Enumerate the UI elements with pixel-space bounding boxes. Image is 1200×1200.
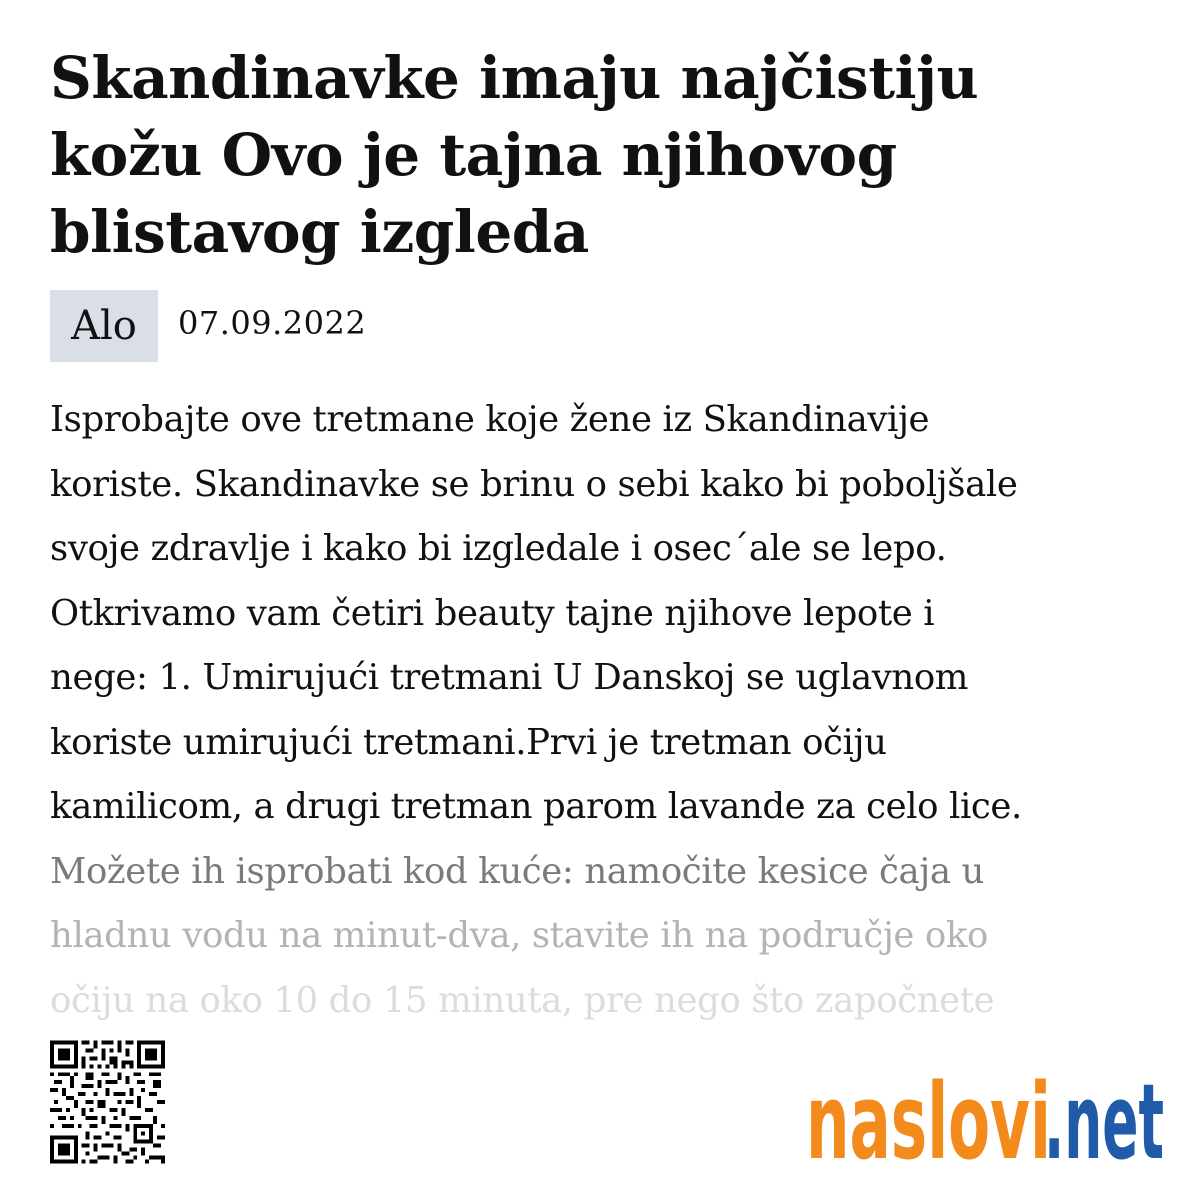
body-line: svoje zdravlje i kako bi izgledale i osec´ale se lepo.	[50, 528, 947, 569]
source-badge: Alo	[50, 290, 158, 362]
publish-date: 07.09.2022	[178, 304, 367, 342]
naslovi-net-logo[interactable]	[806, 1058, 1166, 1183]
title-line: Skandinavke imaju najčistiju	[50, 44, 979, 112]
body-line: kamilicom, a drugi tretman parom lavande za celo lice.	[50, 786, 1022, 827]
body-line: Otkrivamo vam četiri beauty tajne njihove lepote i	[50, 592, 935, 634]
body-line-faded: Možete ih isprobati kod kuće: namočite kesice čaja u	[50, 850, 985, 892]
body-line-faded: hladnu vodu na minut-dva, stavite ih na područje oko	[50, 915, 988, 956]
body-line-faded: očiju na oko 10 do 15 minuta, pre nego što započnete	[50, 979, 995, 1021]
logo-net: .net	[1044, 1061, 1164, 1183]
article-body	[50, 388, 1160, 1033]
body-line: Isprobajte ove tretmane koje žene iz Skandinavije	[50, 399, 930, 440]
body-line: koriste. Skandinavke se brinu o sebi kako bi poboljšale	[50, 463, 1018, 505]
title-line: kožu Ovo je tajna njihovog	[50, 121, 897, 189]
body-line: koriste umirujući tretmani.Prvi je tretman očiju	[50, 721, 887, 763]
qr-code-icon[interactable]	[50, 1040, 165, 1164]
title-line: blistavog izgleda	[50, 198, 589, 266]
logo-naslovi: naslovi	[806, 1061, 1051, 1183]
body-line: nege: 1. Umirujući tretmani U Danskoj se uglavnom	[50, 657, 969, 698]
